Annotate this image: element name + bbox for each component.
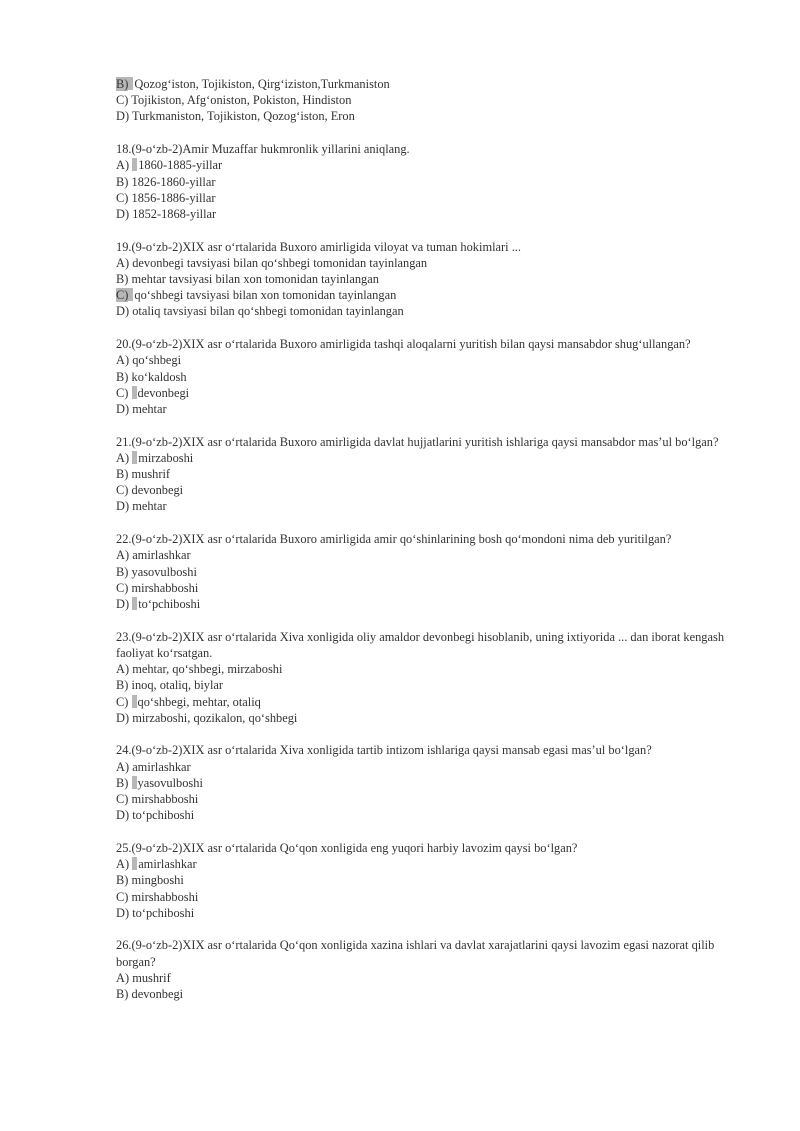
question-stem: 24.(9-o‘zb-2)XIX asr o‘rtalarida Xiva xonligida tartib intizom ishlariga qaysi mansab egasi mas’ul bo‘lgan? <box>116 743 652 758</box>
option-a <box>116 255 756 271</box>
option-d <box>116 596 756 612</box>
quiz-page <box>116 76 756 1019</box>
option-17-b-text: Qozog‘iston, Tojikiston, Qirg‘iziston,Turkmaniston <box>134 77 390 91</box>
option-prefix: C) <box>116 889 129 904</box>
option-text: mushrif <box>132 970 171 985</box>
option-text: mirshabboshi <box>131 792 199 807</box>
option-17-b-prefix: B) <box>116 77 129 91</box>
option-text: 1856-1886-yillar <box>131 190 216 205</box>
question-stem: 22.(9-o‘zb-2)XIX asr o‘rtalarida Buxoro amirligida amir qo‘shinlarining bosh qo‘mondoni nima deb yuritilgan? <box>116 532 672 547</box>
option-prefix: D) <box>116 710 130 725</box>
option-b <box>116 986 756 1002</box>
answer-mark <box>132 857 137 870</box>
option-b <box>116 174 756 190</box>
option-text: 1860-1885-yillar <box>138 158 223 173</box>
option-text: to‘pchiboshi <box>132 905 195 920</box>
option-prefix: D) <box>116 596 130 611</box>
option-prefix: B) <box>116 873 129 888</box>
option-c <box>116 385 756 401</box>
question-stem: 26.(9-o‘zb-2)XIX asr o‘rtalarida Qo‘qon xonligida xazina ishlari va davlat xarajatlarini qaysi lavozim egasi nazorat qilib borgan? <box>116 938 715 969</box>
option-text: devonbegi <box>131 987 184 1002</box>
question-19 <box>116 239 756 320</box>
answer-mark <box>132 386 137 399</box>
option-text: mehtar <box>132 499 167 514</box>
option-text: mingboshi <box>131 873 184 888</box>
question-stem: 19.(9-o‘zb-2)XIX asr o‘rtalarida Buxoro amirligida viloyat va tuman hokimlari ... <box>116 239 521 254</box>
question-stem: 23.(9-o‘zb-2)XIX asr o‘rtalarida Xiva xonligida oliy amaldor devonbegi hisoblanib, uning ixtiyorida ... dan iborat kengash faoliyat ko‘rsatgan. <box>116 629 725 660</box>
option-c <box>116 287 756 303</box>
option-prefix: B) <box>116 272 129 287</box>
option-prefix: D) <box>116 499 130 514</box>
option-b <box>116 872 756 888</box>
question-22 <box>116 531 756 612</box>
option-d <box>116 401 756 417</box>
option-text: qo‘shbegi <box>132 353 182 368</box>
option-prefix: D) <box>116 808 130 823</box>
option-c <box>116 889 756 905</box>
option-prefix: C) <box>116 580 129 595</box>
option-text: qo‘shbegi, mehtar, otaliq <box>137 694 261 709</box>
option-prefix: A) <box>116 759 130 774</box>
answer-mark <box>132 776 137 789</box>
question-21 <box>116 434 756 515</box>
option-prefix: D) <box>116 304 130 319</box>
option-a <box>116 970 756 986</box>
option-text: qo‘shbegi tavsiyasi bilan xon tomonidan tayinlangan <box>134 288 397 303</box>
option-prefix: C) <box>116 694 129 709</box>
option-prefix: B) <box>116 174 129 189</box>
option-a <box>116 450 756 466</box>
option-c <box>116 482 756 498</box>
option-c <box>116 791 756 807</box>
option-text: devonbegi <box>131 483 184 498</box>
option-prefix: B) <box>116 564 129 579</box>
option-b <box>116 564 756 580</box>
option-text: 1826-1860-yillar <box>131 174 216 189</box>
option-17-c: C) Tojikiston, Afg‘oniston, Pokiston, Hindiston <box>116 93 352 108</box>
option-text: yasovulboshi <box>137 775 203 790</box>
answer-mark <box>132 451 137 464</box>
answer-mark <box>132 158 137 171</box>
option-b <box>116 775 756 791</box>
question-20 <box>116 336 756 417</box>
option-a <box>116 547 756 563</box>
question-stem: 18.(9-o‘zb-2)Amir Muzaffar hukmronlik yillarini aniqlang. <box>116 142 410 157</box>
option-b <box>116 369 756 385</box>
question-25 <box>116 840 756 921</box>
answer-mark <box>132 695 137 708</box>
option-prefix: C) <box>116 288 129 303</box>
option-prefix: C) <box>116 792 129 807</box>
question-17-tail <box>116 76 756 125</box>
option-text: 1852-1868-yillar <box>132 206 217 221</box>
option-prefix: C) <box>116 483 129 498</box>
option-b <box>116 677 756 693</box>
option-text: mehtar, qo‘shbegi, mirzaboshi <box>132 662 283 677</box>
option-a <box>116 157 756 173</box>
option-prefix: A) <box>116 255 130 270</box>
option-prefix: A) <box>116 158 130 173</box>
option-text: amirlashkar <box>138 857 197 872</box>
option-text: inoq, otaliq, biylar <box>131 678 224 693</box>
option-prefix: B) <box>116 467 129 482</box>
option-a <box>116 759 756 775</box>
option-prefix: B) <box>116 775 129 790</box>
question-23 <box>116 629 756 726</box>
option-prefix: D) <box>116 401 130 416</box>
option-text: devonbegi <box>137 385 190 400</box>
option-text: amirlashkar <box>132 759 191 774</box>
option-text: mirzaboshi <box>138 450 194 465</box>
option-prefix: A) <box>116 857 130 872</box>
option-text: mirshabboshi <box>131 889 199 904</box>
option-d <box>116 905 756 921</box>
option-prefix: C) <box>116 385 129 400</box>
option-text: otaliq tavsiyasi bilan qo‘shbegi tomonidan tayinlangan <box>132 304 404 319</box>
question-18 <box>116 141 756 222</box>
option-17-d: D) Turkmaniston, Tojikiston, Qozog‘iston, Eron <box>116 109 355 124</box>
option-prefix: A) <box>116 450 130 465</box>
option-text: mehtar tavsiyasi bilan xon tomonidan tayinlangan <box>131 272 379 287</box>
option-d <box>116 807 756 823</box>
answer-mark <box>132 597 137 610</box>
question-26 <box>116 937 756 1002</box>
option-d <box>116 206 756 222</box>
option-prefix: A) <box>116 353 130 368</box>
option-prefix: A) <box>116 970 130 985</box>
question-stem: 25.(9-o‘zb-2)XIX asr o‘rtalarida Qo‘qon xonligida eng yuqori harbiy lavozim qaysi bo‘lgan? <box>116 840 578 855</box>
option-prefix: A) <box>116 662 130 677</box>
option-text: mirzaboshi, qozikalon, qo‘shbegi <box>132 710 298 725</box>
option-prefix: A) <box>116 548 130 563</box>
option-d <box>116 710 756 726</box>
option-prefix: D) <box>116 206 130 221</box>
option-a <box>116 661 756 677</box>
option-d <box>116 498 756 514</box>
option-prefix: B) <box>116 987 129 1002</box>
answer-mark <box>128 77 133 90</box>
option-a <box>116 856 756 872</box>
option-text: amirlashkar <box>132 548 191 563</box>
option-b <box>116 466 756 482</box>
option-text: ko‘kaldosh <box>131 369 187 384</box>
option-17-b <box>116 76 756 92</box>
option-prefix: D) <box>116 905 130 920</box>
option-text: mushrif <box>131 467 171 482</box>
option-prefix: B) <box>116 678 129 693</box>
option-c <box>116 190 756 206</box>
option-text: devonbegi tavsiyasi bilan qo‘shbegi tomonidan tayinlangan <box>132 255 428 270</box>
answer-mark <box>128 288 133 301</box>
option-b <box>116 271 756 287</box>
option-a <box>116 352 756 368</box>
question-24 <box>116 742 756 823</box>
option-c <box>116 580 756 596</box>
option-text: yasovulboshi <box>131 564 197 579</box>
option-text: mehtar <box>132 401 167 416</box>
option-prefix: B) <box>116 369 129 384</box>
option-text: to‘pchiboshi <box>138 596 201 611</box>
option-c <box>116 694 756 710</box>
question-stem: 20.(9-o‘zb-2)XIX asr o‘rtalarida Buxoro amirligida tashqi aloqalarni yuritish bilan qaysi mansabdor shug‘ullangan? <box>116 337 691 352</box>
option-d <box>116 303 756 319</box>
option-text: to‘pchiboshi <box>132 808 195 823</box>
option-text: mirshabboshi <box>131 580 199 595</box>
option-prefix: C) <box>116 190 129 205</box>
question-stem: 21.(9-o‘zb-2)XIX asr o‘rtalarida Buxoro amirligida davlat hujjatlarini yuritish ishlariga qaysi mansabdor mas’ul bo‘lgan? <box>116 434 719 449</box>
